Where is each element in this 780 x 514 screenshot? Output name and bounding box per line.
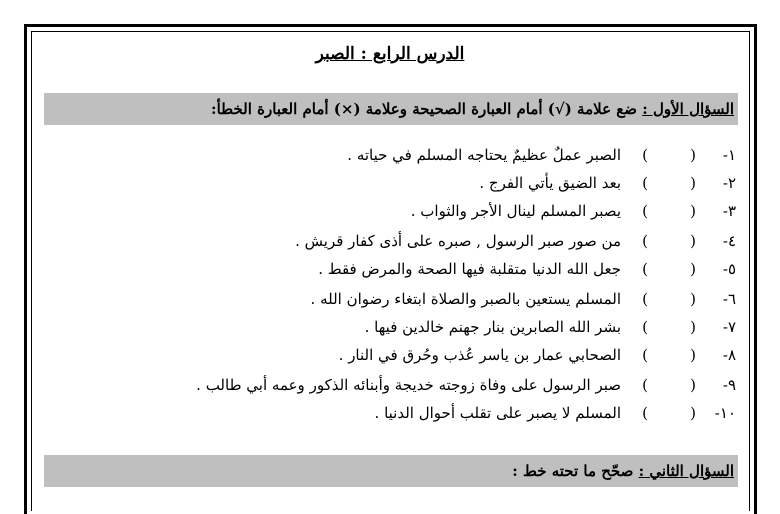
- item-statement: صبر الرسول على وفاة زوجته خديجة وأبنائه الذكور وعمه أبي طالب .: [196, 376, 621, 394]
- list-item: [0, 202, 780, 230]
- item-statement: المسلم يستعين بالصبر والصلاة ابتغاء رضوان الله .: [310, 290, 621, 308]
- question1-label: السؤال الأول :: [642, 100, 734, 118]
- answer-paren-open: (: [690, 404, 696, 422]
- lesson-title: الدرس الرابع : الصبر: [315, 44, 465, 64]
- item-statement: بشر الله الصابرين بنار جهنم خالدين فيها .: [364, 318, 621, 336]
- item-number: ٣-: [722, 202, 736, 220]
- item-number: ٧-: [722, 318, 736, 336]
- answer-paren-close: ): [642, 146, 648, 164]
- answer-paren-open: (: [690, 174, 696, 192]
- answer-paren-open: (: [690, 376, 696, 394]
- answer-paren-open: (: [690, 290, 696, 308]
- item-number: ١٠-: [714, 404, 736, 422]
- answer-paren-close: ): [642, 404, 648, 422]
- item-statement: يصبر المسلم لينال الأجر والثواب .: [410, 202, 621, 220]
- list-item: [0, 376, 780, 404]
- item-statement: بعد الضيق يأتي الفرج .: [479, 174, 621, 192]
- item-number: ٥-: [722, 260, 736, 278]
- item-statement: من صور صبر الرسول , صبره على أذى كفار قريش .: [295, 232, 621, 250]
- list-item: [0, 260, 780, 288]
- list-item: [0, 146, 780, 174]
- answer-paren-close: ): [642, 174, 648, 192]
- answer-paren-open: (: [690, 146, 696, 164]
- answer-paren-close: ): [642, 290, 648, 308]
- question1-instruction: ضع علامة (√) أمام العبارة الصحيحة وعلامة (×) أمام العبارة الخطأ:: [211, 100, 637, 118]
- answer-paren-close: ): [642, 260, 648, 278]
- answer-paren-open: (: [690, 232, 696, 250]
- answer-paren-close: ): [642, 232, 648, 250]
- question2-instruction: صحّح ما تحته خط :: [512, 462, 634, 480]
- item-number: ٨-: [722, 346, 736, 364]
- question1-header: [44, 93, 738, 125]
- answer-paren-close: ): [642, 202, 648, 220]
- item-number: ٤-: [722, 232, 736, 250]
- answer-paren-close: ): [642, 318, 648, 336]
- item-number: ٢-: [722, 174, 736, 192]
- answer-paren-close: ): [642, 346, 648, 364]
- item-number: ١-: [722, 146, 736, 164]
- item-statement: المسلم لا يصبر على تقلب أحوال الدنيا .: [374, 404, 621, 422]
- answer-paren-open: (: [690, 202, 696, 220]
- item-statement: الصحابي عمار بن ياسر عُذب وحُرق في النار .: [338, 346, 621, 364]
- question2-header: [44, 455, 738, 487]
- item-statement: الصبر عملٌ عظيمٌ يحتاجه المسلم في حياته .: [347, 146, 621, 164]
- list-item: [0, 404, 780, 432]
- answer-paren-open: (: [690, 318, 696, 336]
- list-item: [0, 232, 780, 260]
- question2-label: السؤال الثاني :: [638, 462, 734, 480]
- item-number: ٦-: [722, 290, 736, 308]
- list-item: [0, 290, 780, 318]
- answer-paren-open: (: [690, 346, 696, 364]
- list-item: [0, 318, 780, 346]
- answer-paren-open: (: [690, 260, 696, 278]
- item-number: ٩-: [722, 376, 736, 394]
- answer-paren-close: ): [642, 376, 648, 394]
- list-item: [0, 174, 780, 202]
- list-item: [0, 346, 780, 374]
- item-statement: جعل الله الدنيا متقلبة فيها الصحة والمرض فقط .: [318, 260, 621, 278]
